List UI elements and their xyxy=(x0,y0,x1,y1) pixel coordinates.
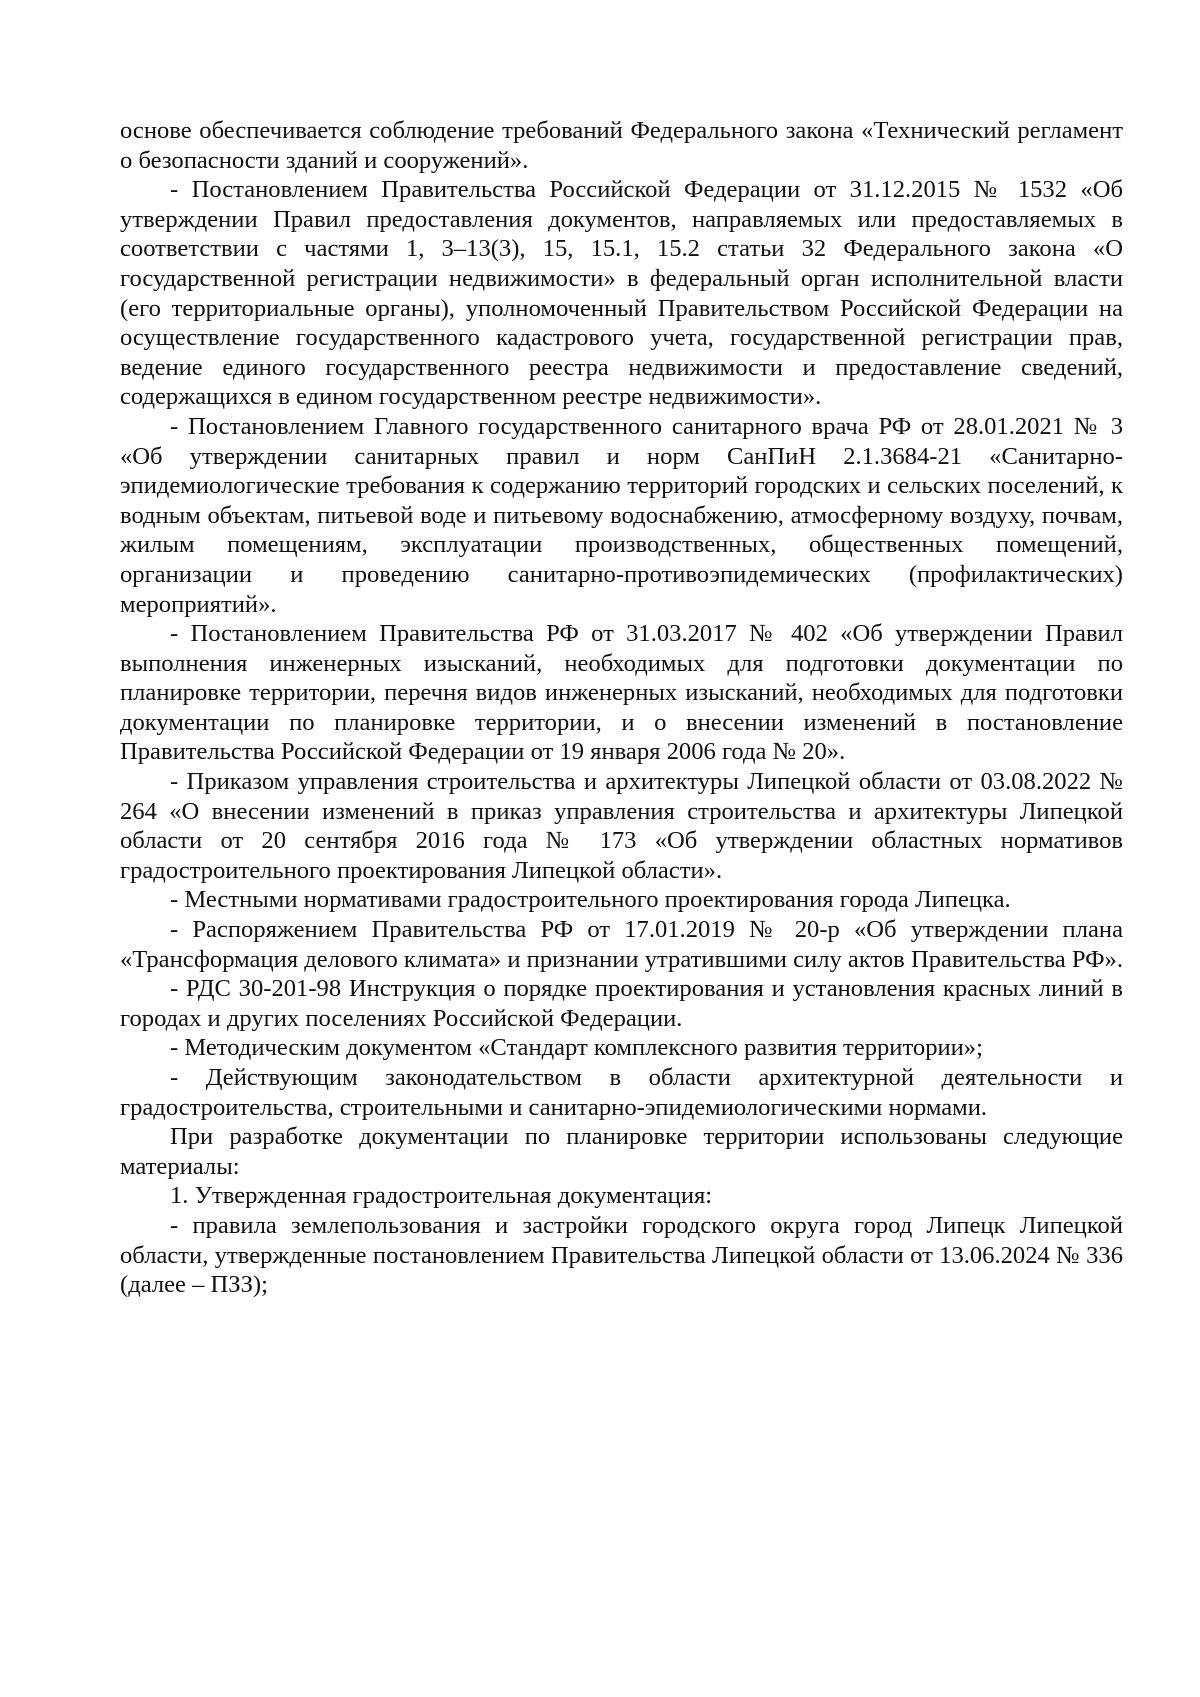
paragraph-continuation: основе обеспечивается соблюдение требований Федерального закона «Технический регламент о безопасности зданий и сооружений». xyxy=(120,117,1123,174)
paragraph-standard: - Методическим документом «Стандарт комплексного развития территории»; xyxy=(170,1034,983,1062)
paragraph-sanpin: - Постановлением Главного государственного санитарного врача РФ от 28.01.2021 № 3 «Об утверждении санитарных правил и норм СанПиН 2.1.3684-21 «Санитарно-эпидемиологические требования к содержанию территорий городских и сельских поселений, к водным объектам, питьевой воде и питьевому водоснабжению, атмосферному воздуху, почвам, жилым помещениям, эксплуатации производственных, общественных помещений, организации и проведению санитарно-противоэпидемических (профилактических) мероприятий». xyxy=(120,412,1123,618)
paragraph-legislation: - Действующим законодательством в области архитектурной деятельности и градостроительства, строительными и санитарно-эпидемиологическими нормами. xyxy=(120,1064,1123,1121)
paragraph-pzz: - правила землепользования и застройки городского округа город Липецк Липецкой области, утвержденные постановлением Правительства Липецкой области от 13.06.2024 № 336 (далее – ПЗЗ); xyxy=(120,1211,1123,1299)
paragraph-list-item-1: 1. Утвержденная градостроительная документация: xyxy=(170,1182,713,1210)
paragraph-decree-1532: - Постановлением Правительства Российской Федерации от 31.12.2015 № 1532 «Об утверждении Правил предоставления документов, направляемых или предоставляемых в соответствии с частями 1, 3–13(3), 15, 15.1, 15.2 статьи 32 Федерального закона «О государственной регистрации недвижимости» в федеральный орган исполнительной власти (его территориальные органы), уполномоченный Правительством Российской Федерации на осуществление государственного кадастрового учета, государственной регистрации прав, ведение единого государственного реестра недвижимости и предоставление сведений, содержащихся в едином государственном реестре недвижимости». xyxy=(120,176,1123,411)
paragraph-local-norms: - Местными нормативами градостроительного проектирования города Липецка. xyxy=(170,886,1011,914)
paragraph-rds: - РДС 30-201-98 Инструкция о порядке проектирования и установления красных линий в городах и других поселениях Российской Федерации. xyxy=(120,975,1123,1032)
document-page xyxy=(120,116,1123,1300)
paragraph-decree-402: - Постановлением Правительства РФ от 31.03.2017 № 402 «Об утверждении Правил выполнения инженерных изысканий, необходимых для подготовки документации по планировке территории, перечня видов инженерных изысканий, необходимых для подготовки документации по планировке территории, и о внесении изменений в постановление Правительства Российской Федерации от 19 января 2006 года № 20». xyxy=(120,620,1123,766)
paragraph-materials-intro: При разработке документации по планировке территории использованы следующие материалы: xyxy=(120,1123,1123,1180)
paragraph-order-264: - Приказом управления строительства и архитектуры Липецкой области от 03.08.2022 № 264 «О внесении изменений в приказ управления строительства и архитектуры Липецкой области от 20 сентября 2016 года № 173 «Об утверждении областных нормативов градостроительного проектирования Липецкой области». xyxy=(120,768,1123,884)
paragraph-order-20r: - Распоряжением Правительства РФ от 17.01.2019 № 20-р «Об утверждении плана «Трансформация делового климата» и признании утратившими силу актов Правительства РФ». xyxy=(120,916,1123,973)
